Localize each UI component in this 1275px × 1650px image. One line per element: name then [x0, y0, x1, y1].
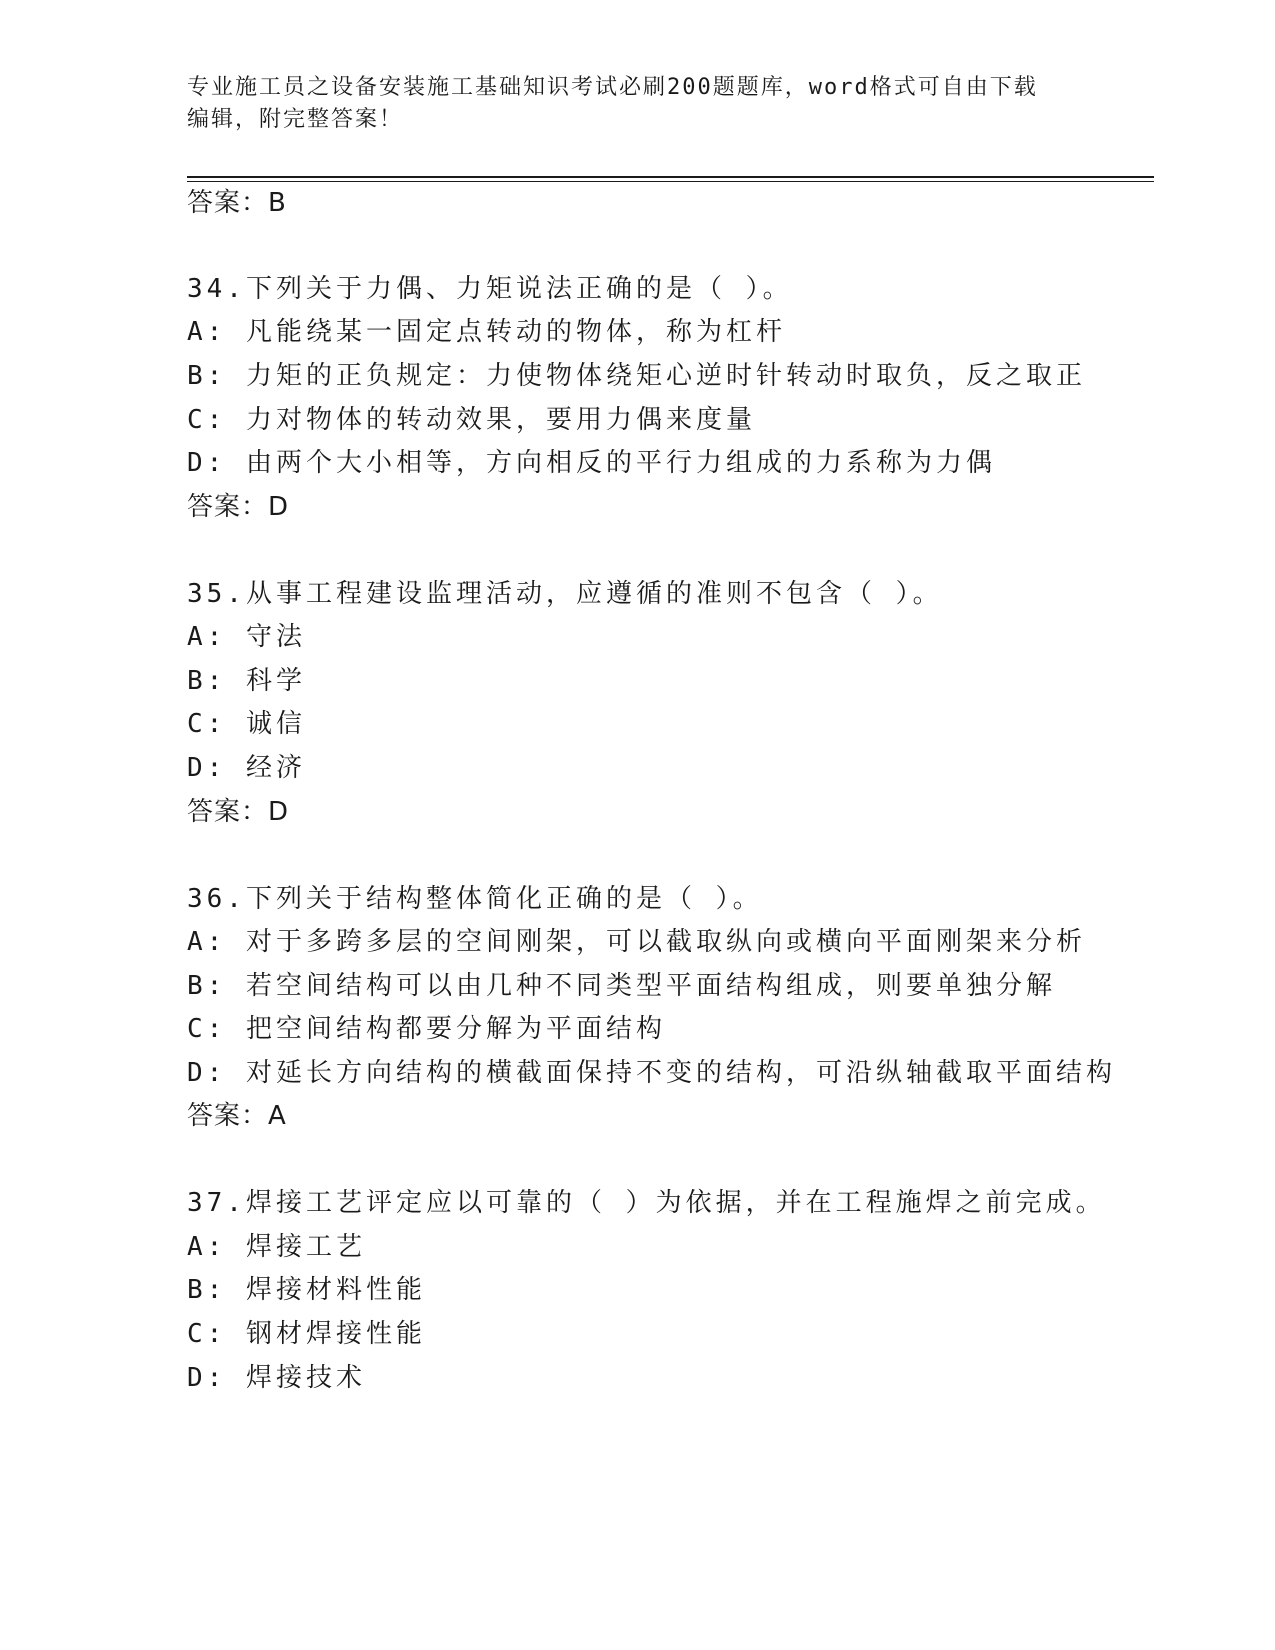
option-c: C: 把空间结构都要分解为平面结构 — [187, 1014, 666, 1044]
option-c: C: 力对物体的转动效果，要用力偶来度量 — [187, 405, 756, 435]
header-line-1: 专业施工员之设备安装施工基础知识考试必刷200题题库，word格式可自由下载 — [187, 75, 1038, 100]
option-c: C: 诚信 — [187, 709, 306, 739]
option-c: C: 钢材焊接性能 — [187, 1319, 426, 1349]
header-divider — [187, 176, 1154, 178]
option-a: A: 凡能绕某一固定点转动的物体，称为杠杆 — [187, 317, 786, 347]
option-d: D: 对延长方向结构的横截面保持不变的结构，可沿纵轴截取平面结构 — [187, 1058, 1116, 1088]
document-header — [187, 72, 1067, 136]
question-stem: 35.从事工程建设监理活动，应遵循的准则不包含（ ）。 — [187, 579, 943, 609]
option-a: A: 守法 — [187, 622, 306, 652]
answer-line: 答案：D — [187, 492, 290, 522]
option-d: D: 经济 — [187, 753, 306, 783]
answer-line: 答案：D — [187, 797, 290, 827]
question-stem: 36.下列关于结构整体简化正确的是（ ）。 — [187, 884, 763, 914]
answer-line: 答案：A — [187, 1101, 287, 1131]
question-stem: 34.下列关于力偶、力矩说法正确的是（ ）。 — [187, 274, 793, 304]
question-stem: 37.焊接工艺评定应以可靠的（ ）为依据，并在工程施焊之前完成。 — [187, 1188, 1106, 1218]
option-b: B: 若空间结构可以由几种不同类型平面结构组成，则要单独分解 — [187, 971, 1056, 1001]
option-b: B: 焊接材料性能 — [187, 1275, 426, 1305]
header-divider-thin — [187, 181, 1154, 182]
option-d: D: 焊接技术 — [187, 1363, 366, 1393]
option-a: A: 对于多跨多层的空间刚架，可以截取纵向或横向平面刚架来分析 — [187, 927, 1086, 957]
option-d: D: 由两个大小相等，方向相反的平行力组成的力系称为力偶 — [187, 448, 996, 478]
option-b: B: 科学 — [187, 666, 306, 696]
answer-line: 答案：B — [187, 188, 287, 218]
header-line-2: 编辑，附完整答案！ — [187, 107, 404, 132]
option-a: A: 焊接工艺 — [187, 1232, 366, 1262]
option-b: B: 力矩的正负规定：力使物体绕矩心逆时针转动时取负，反之取正 — [187, 361, 1086, 391]
